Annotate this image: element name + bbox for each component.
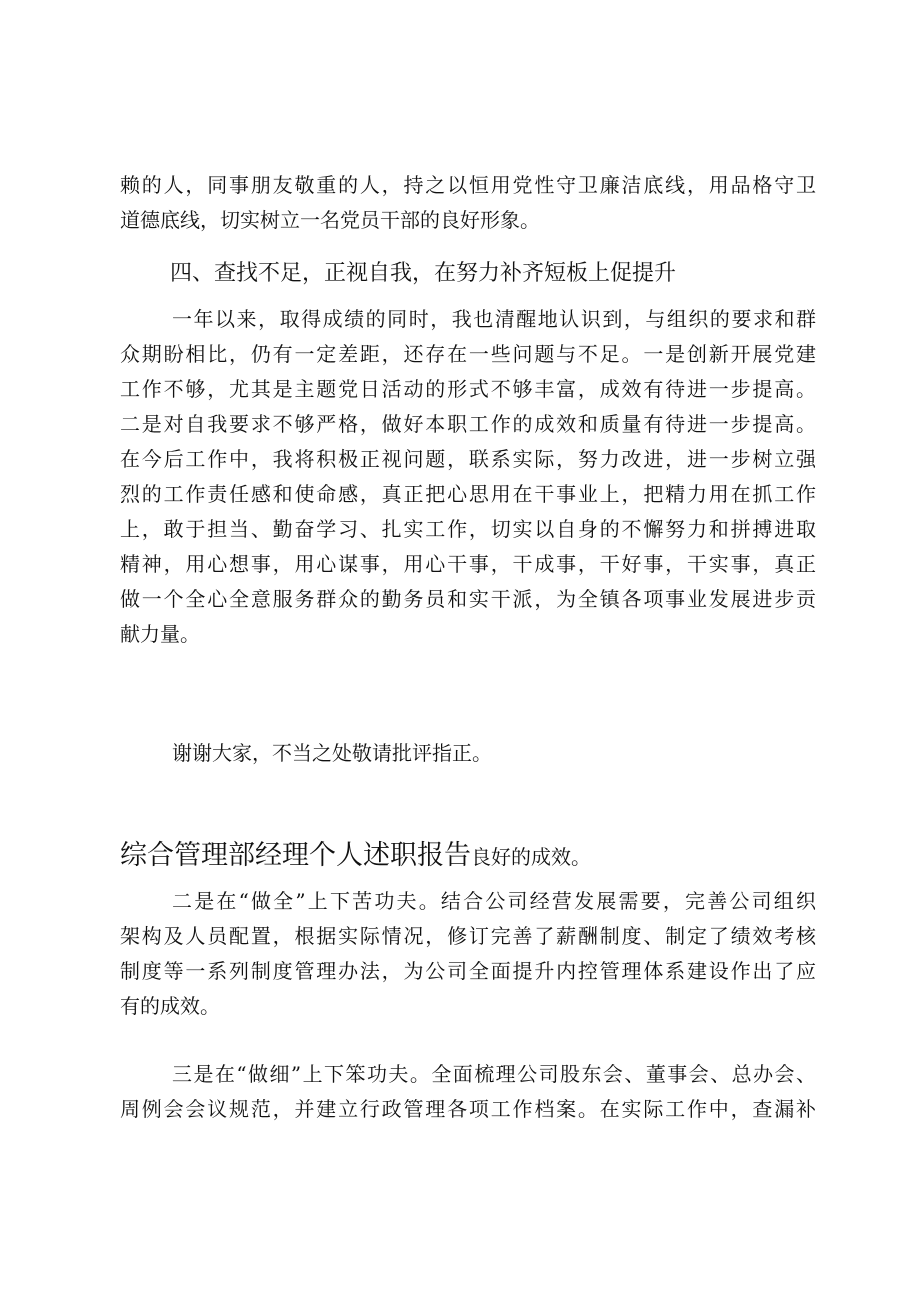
- closing-paragraph: [120, 736, 816, 771]
- text-line: 工作不够，尤其是主题党日活动的形式不够丰富，成效有待进一步提高。: [120, 377, 816, 401]
- text-line: 一年以来，取得成绩的同时，我也清醒地认识到，与组织的要求和群: [172, 307, 816, 331]
- text-line: 上，敢于担当、勤奋学习、扎实工作，切实以自身的不懈努力和拼搏进取: [120, 517, 816, 541]
- text-line: 精神，用心想事，用心谋事，用心干事，干成事，干好事，干实事，真正: [120, 552, 816, 576]
- report-paragraph-2: [120, 884, 816, 1024]
- text-line: 在今后工作中，我将积极正视问题，联系实际，努力改进，进一步树立强: [120, 447, 816, 471]
- text-line: 烈的工作责任感和使命感，真正把心思用在干事业上，把精力用在抓工作: [120, 482, 816, 506]
- report-title-trailing-text: 良好的成效。: [471, 845, 591, 869]
- text-line: 有的成效。: [120, 994, 220, 1018]
- text-line: 制度等一系列制度管理办法，为公司全面提升内控管理体系建设作出了应: [120, 959, 816, 983]
- report-title-row: [120, 834, 816, 878]
- text-line: 二是对自我要求不够严格，做好本职工作的成效和质量有待进一步提高。: [120, 412, 816, 436]
- text-line: 赖的人，同事朋友敬重的人，持之以恒用党性守卫廉洁底线，用品格守卫: [120, 173, 816, 197]
- report-paragraph-3: [120, 1057, 816, 1127]
- section-heading-block: [120, 256, 816, 291]
- text-line: 二是在“做全”上下苦功夫。结合公司经营发展需要，完善公司组织: [172, 889, 816, 913]
- text-line: 架构及人员配置，根据实际情况，修订完善了薪酬制度、制定了绩效考核: [120, 924, 816, 948]
- report-title-block: [120, 834, 816, 878]
- section-heading: 四、查找不足，正视自我，在努力补齐短板上促提升: [170, 261, 677, 286]
- text-line: 三是在“做细”上下笨功夫。全面梳理公司股东会、董事会、总办会、: [172, 1062, 816, 1086]
- text-line: 众期盼相比，仍有一定差距，还存在一些问题与不足。一是创新开展党建: [120, 342, 816, 366]
- continuation-paragraph: [120, 168, 816, 238]
- report-title: 综合管理部经理个人述职报告: [120, 840, 471, 871]
- main-paragraph: [120, 302, 816, 652]
- text-line: 献力量。: [120, 622, 200, 646]
- text-line: 做一个全心全意服务群众的勤务员和实干派，为全镇各项事业发展进步贡: [120, 587, 816, 611]
- text-line: 周例会会议规范，并建立行政管理各项工作档案。在实际工作中，查漏补: [120, 1097, 816, 1121]
- text-line: 道德底线，切实树立一名党员干部的良好形象。: [120, 208, 540, 232]
- closing-line: 谢谢大家，不当之处敬请批评指正。: [172, 741, 492, 765]
